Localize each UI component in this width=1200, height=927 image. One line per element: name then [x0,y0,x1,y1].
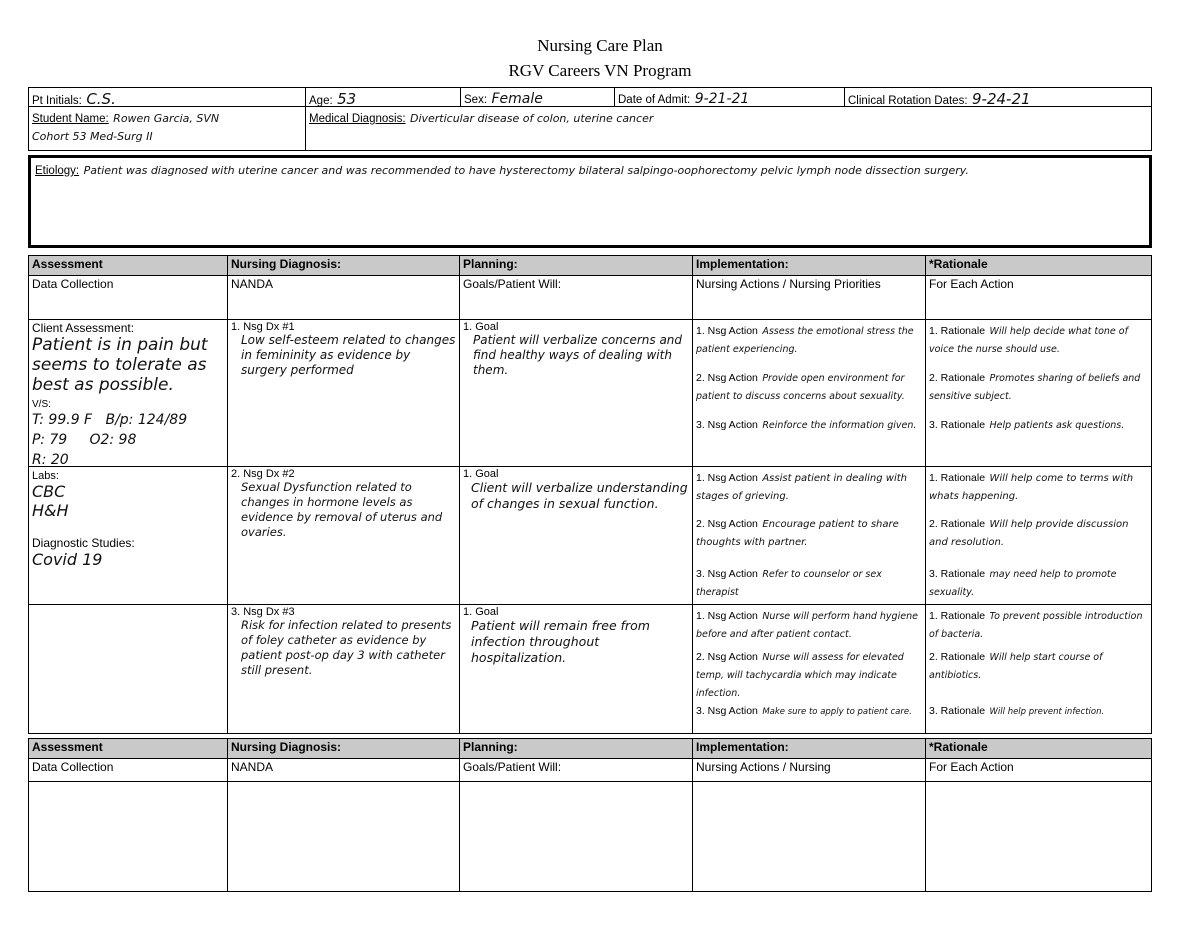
rationale-2-2-text: Will help provide discussion and resolution. [929,519,1129,548]
blank-diagnosis-cell[interactable] [228,782,460,891]
action-1-3-text: Reinforce the information given. [762,420,917,431]
nsg-dx-3-text: Risk for infection related to presents of foley catheter as evidence by patient post-op day 3 with catheter still present. [241,618,452,677]
blank-column-subheader-row [29,759,1151,782]
col-header-planning: Planning: [460,256,693,275]
nsg-dx-2-cell [228,467,460,604]
blank-subheader-goals: Goals/Patient Will: [460,759,693,781]
goal-1-label: 1. Goal [463,321,499,333]
rationale-1-3-text: Help patients ask questions. [989,420,1125,431]
subheader-goals: Goals/Patient Will: [460,276,693,319]
etiology-label: Etiology: [35,165,80,177]
rationale-3-2-text: Will help start course of antibiotics. [929,652,1103,681]
actions-1-cell [693,320,926,466]
action-1-2-label: 2. Nsg Action [696,372,758,384]
student-cell [29,107,306,150]
rationale-3-1-label: 1. Rationale [929,610,986,622]
action-1-1-text: Assess the emotional stress the patient experiencing. [696,326,914,355]
student-value: Rowen Garcia, SVN [113,112,220,125]
action-2-3-text: Refer to counselor or sex therapist [696,569,882,598]
pt-initials-label: Pt Initials: [32,95,82,107]
rationale-2-2-label: 2. Rationale [929,518,986,530]
student-label: Student Name: [32,113,109,125]
rationale-1-3-label: 3. Rationale [929,419,986,431]
action-3-3-text: Make sure to apply to patient care. [762,707,912,717]
rotation-cell [845,88,1151,107]
actions-3-cell [693,605,926,733]
care-plan-row-2 [29,467,1151,605]
blank-col-header-planning: Planning: [460,739,693,758]
rotation-label: Clinical Rotation Dates: [848,95,968,107]
action-2-2-label: 2. Nsg Action [696,518,758,530]
rationale-1-2-label: 2. Rationale [929,372,986,384]
action-1-1-label: 1. Nsg Action [696,325,758,337]
blank-col-header-nursing-diagnosis: Nursing Diagnosis: [228,739,460,758]
client-assessment-label: Client Assessment: [32,321,135,335]
patient-header-table [28,87,1152,151]
subheader-nanda: NANDA [228,276,460,319]
subheader-data-collection: Data Collection [29,276,228,319]
column-subheader-row [29,276,1151,320]
goal-1-cell [460,320,693,466]
sex-value: Female [491,91,543,107]
blank-subheader-nursing-actions: Nursing Actions / Nursing [693,759,926,781]
diagnosis-value: Diverticular disease of colon, uterine cancer [409,112,654,125]
care-plan-grid-blank [28,738,1152,892]
blank-col-header-implementation: Implementation: [693,739,926,758]
column-header-row [29,256,1151,276]
rationale-2-1-text: Will help come to terms with whats happening. [929,473,1134,502]
nsg-dx-3-label: 3. Nsg Dx #3 [231,606,295,618]
cohort-value: Cohort 53 Med-Surg II [32,130,153,143]
blank-subheader-for-each-action: For Each Action [929,760,1014,774]
lab-hh: H&H [32,501,69,520]
actions-2-cell [693,467,926,604]
rationale-3-2-label: 2. Rationale [929,651,986,663]
age-value: 53 [337,90,357,107]
goal-3-text: Patient will remain free from infection throughout hospitalization. [471,618,650,665]
etiology-box [28,155,1152,248]
action-3-2-text: Nurse will assess for elevated temp, will tachycardia which may indicate infection. [696,652,904,699]
diagnostic-studies-value: Covid 19 [32,550,103,569]
goal-1-text: Patient will verbalize concerns and find healthy ways of dealing with them. [473,333,683,377]
pt-initials-cell [29,88,306,107]
nsg-dx-2-label: 2. Nsg Dx #2 [231,468,295,480]
nsg-dx-2-text: Sexual Dysfunction related to changes in hormone levels as evidence by removal of uterus and ovaries. [241,480,443,539]
diagnostic-studies-label: Diagnostic Studies: [32,536,135,550]
blank-subheader-nanda: NANDA [228,759,460,781]
age-cell [306,88,461,107]
action-3-2-label: 2. Nsg Action [696,651,758,663]
labs-label: Labs: [32,470,59,482]
blank-col-header-rationale: *Rationale [929,740,988,754]
admit-value: 9-21-21 [694,91,750,107]
goal-2-label: 1. Goal [463,468,499,480]
subheader-nursing-actions: Nursing Actions / Nursing Priorities [693,276,926,319]
col-header-assessment: Assessment [29,256,228,275]
blank-assessment-cell[interactable] [29,782,228,891]
rationales-3-cell [926,605,1151,733]
resp-value: R: 20 [32,452,69,468]
rationale-2-3-label: 3. Rationale [929,568,986,580]
doc-subtitle: RGV Careers VN Program [508,61,692,80]
rationale-1-2-text: Promotes sharing of beliefs and sensitive subject. [929,373,1141,402]
action-2-3-label: 3. Nsg Action [696,568,758,580]
nsg-dx-1-cell [228,320,460,466]
o2-value: O2: 98 [89,432,137,448]
nsg-dx-1-label: 1. Nsg Dx #1 [231,321,295,333]
action-3-1-label: 1. Nsg Action [696,610,758,622]
action-1-2-text: Provide open environment for patient to discuss concerns about sexuality. [696,373,905,402]
rationale-1-1-label: 1. Rationale [929,325,986,337]
col-header-implementation: Implementation: [693,256,926,275]
blank-rationale-cell[interactable] [926,782,1151,891]
rationale-2-3-text: may need help to promote sexuality. [929,569,1117,598]
admit-label: Date of Admit: [618,94,691,106]
temp-value: T: 99.9 F [32,412,93,428]
action-3-3-label: 3. Nsg Action [696,705,758,717]
bp-value: B/p: 124/89 [105,412,188,428]
blank-entry-row [29,782,1151,891]
sex-label: Sex: [464,94,488,106]
goal-2-text: Client will verbalize understanding of changes in sexual function. [471,480,688,511]
rationale-1-1-text: Will help decide what tone of voice the nurse should use. [929,326,1128,355]
rotation-value: 9-24-21 [971,90,1031,107]
goal-3-label: 1. Goal [463,606,499,618]
sex-cell [461,88,615,107]
doc-title: Nursing Care Plan [537,36,663,55]
pt-initials-value: C.S. [86,90,116,107]
diagnosis-label: Medical Diagnosis: [309,113,406,125]
blank-subheader-data-collection: Data Collection [29,759,228,781]
rationale-3-3-label: 3. Rationale [929,705,986,717]
blank-column-header-row [29,739,1151,759]
blank-col-header-assessment: Assessment [29,739,228,758]
rationale-3-1-text: To prevent possible introduction of bacteria. [929,611,1143,640]
pulse-value: P: 79 [32,432,68,448]
rationales-2-cell [926,467,1151,604]
rationales-1-cell [926,320,1151,466]
action-2-1-text: Assist patient in dealing with stages of grieving. [696,473,908,502]
action-1-3-label: 3. Nsg Action [696,419,758,431]
care-plan-row-3 [29,605,1151,733]
action-2-2-text: Encourage patient to share thoughts with partner. [696,519,899,548]
care-plan-grid [28,255,1152,734]
action-2-1-label: 1. Nsg Action [696,472,758,484]
diagnosis-cell [306,107,1151,150]
client-assessment-value: Patient is in pain but seems to tolerate as best as possible. [32,335,208,395]
care-plan-row-1 [29,320,1151,467]
vs-label: V/S: [32,399,51,410]
admit-cell [615,88,845,107]
subheader-for-each-action: For Each Action [929,277,1014,291]
nsg-dx-3-cell [228,605,460,733]
action-3-1-text: Nurse will perform hand hygiene before and after patient contact. [696,611,918,640]
rationale-3-3-text: Will help prevent infection. [989,707,1105,717]
goal-2-cell [460,467,693,604]
rationale-2-1-label: 1. Rationale [929,472,986,484]
etiology-value: Patient was diagnosed with uterine cancer and was recommended to have hysterectomy bilateral salpingo-oophorectomy pelvic lymph node dissection surgery. [83,164,969,177]
blank-planning-cell[interactable] [460,782,693,891]
age-label: Age: [309,95,333,107]
col-header-nursing-diagnosis: Nursing Diagnosis: [228,256,460,275]
goal-3-cell [460,605,693,733]
blank-implementation-cell[interactable] [693,782,926,891]
col-header-rationale: *Rationale [929,257,988,271]
lab-cbc: CBC [32,482,66,501]
nsg-dx-1-text: Low self-esteem related to changes in femininity as evidence by surgery performed [241,333,456,377]
